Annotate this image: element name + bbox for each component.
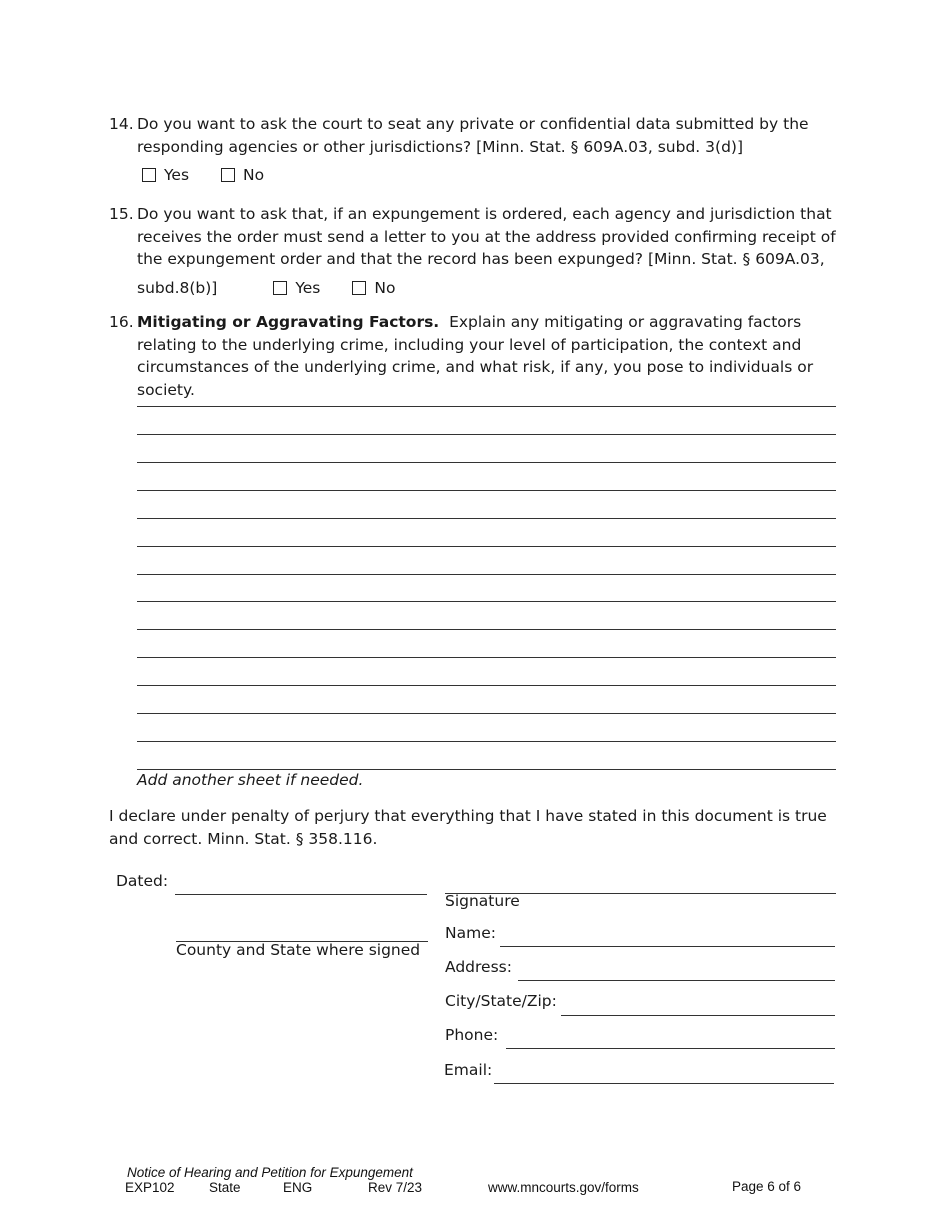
question-14-no-label: No bbox=[243, 166, 265, 184]
question-16-description: Explain any mitigating or aggravating factors relating to the underlying crime, including your level of participation, the context and circumstances of the underlying crime, and what risk, if any, you pose to individuals or society. bbox=[137, 313, 814, 399]
writing-line[interactable] bbox=[137, 769, 836, 770]
question-14-yes-checkbox[interactable] bbox=[142, 168, 156, 182]
question-15-no-label: No bbox=[374, 279, 396, 297]
question-14 bbox=[109, 113, 839, 158]
question-16-heading: Mitigating or Aggravating Factors. bbox=[137, 313, 440, 331]
footer-revision: Rev 7/23 bbox=[368, 1180, 423, 1195]
question-15-number: 15. bbox=[109, 205, 134, 223]
dated-field[interactable] bbox=[175, 894, 427, 895]
name-field[interactable] bbox=[500, 946, 835, 947]
address-label: Address: bbox=[445, 958, 512, 976]
footer-language: ENG bbox=[283, 1180, 313, 1195]
question-16-text bbox=[137, 311, 839, 401]
county-state-label: County and State where signed bbox=[176, 941, 421, 959]
question-15-yes-checkbox[interactable] bbox=[273, 281, 287, 295]
question-15-no-option[interactable] bbox=[352, 279, 395, 297]
question-14-no-checkbox[interactable] bbox=[221, 168, 235, 182]
dated-label: Dated: bbox=[116, 872, 169, 890]
question-14-number: 14. bbox=[109, 115, 134, 133]
writing-line[interactable] bbox=[137, 629, 836, 630]
city-state-zip-label: City/State/Zip: bbox=[445, 992, 557, 1010]
question-15-text: Do you want to ask that, if an expungement is ordered, each agency and jurisdiction that receives the order must send a letter to you at the address provided confirming receipt of the expungement order and that the record has been expunged? [Minn. Stat. § 609A.03, bbox=[137, 205, 836, 268]
signature-label: Signature bbox=[445, 892, 520, 910]
email-label: Email: bbox=[444, 1061, 493, 1079]
question-15-options bbox=[137, 279, 427, 297]
writing-line[interactable] bbox=[137, 657, 836, 658]
writing-line[interactable] bbox=[137, 713, 836, 714]
footer-website[interactable]: www.mncourts.gov/forms bbox=[488, 1180, 639, 1195]
question-16 bbox=[109, 311, 839, 401]
question-14-yes-label: Yes bbox=[164, 166, 190, 184]
footer-form-code: EXP102 bbox=[125, 1180, 175, 1195]
name-label: Name: bbox=[445, 924, 496, 942]
question-16-number: 16. bbox=[109, 313, 134, 331]
footer-page-number: Page 6 of 6 bbox=[732, 1179, 802, 1194]
writing-line[interactable] bbox=[137, 490, 836, 491]
question-15 bbox=[109, 203, 839, 271]
phone-field[interactable] bbox=[506, 1048, 835, 1049]
footer-jurisdiction: State bbox=[209, 1180, 241, 1195]
writing-line[interactable] bbox=[137, 434, 836, 435]
declaration-text: I declare under penalty of perjury that everything that I have stated in this document is true and correct. Minn. Stat. § 358.116. bbox=[109, 807, 827, 848]
add-sheet-note: Add another sheet if needed. bbox=[137, 771, 364, 789]
phone-label: Phone: bbox=[445, 1026, 499, 1044]
question-15-no-checkbox[interactable] bbox=[352, 281, 366, 295]
question-14-yes-option[interactable] bbox=[142, 166, 189, 184]
address-field[interactable] bbox=[518, 980, 835, 981]
email-field[interactable] bbox=[494, 1083, 834, 1084]
writing-line[interactable] bbox=[137, 462, 836, 463]
question-15-yes-option[interactable] bbox=[273, 279, 320, 297]
footer-form-title: Notice of Hearing and Petition for Expungement bbox=[127, 1165, 413, 1180]
writing-line[interactable] bbox=[137, 601, 836, 602]
question-14-text: Do you want to ask the court to seat any private or confidential data submitted by the responding agencies or other jurisdictions? [Minn. Stat. § 609A.03, subd. 3(d)] bbox=[137, 115, 809, 156]
writing-line[interactable] bbox=[137, 546, 836, 547]
question-14-options bbox=[142, 166, 296, 184]
question-15-text-tail: subd.8(b)] bbox=[137, 279, 218, 297]
city-state-zip-field[interactable] bbox=[561, 1015, 835, 1016]
writing-line[interactable] bbox=[137, 685, 836, 686]
writing-line[interactable] bbox=[137, 741, 836, 742]
writing-line[interactable] bbox=[137, 406, 836, 407]
writing-line[interactable] bbox=[137, 518, 836, 519]
writing-line[interactable] bbox=[137, 574, 836, 575]
question-15-yes-label: Yes bbox=[295, 279, 321, 297]
question-14-no-option[interactable] bbox=[221, 166, 264, 184]
